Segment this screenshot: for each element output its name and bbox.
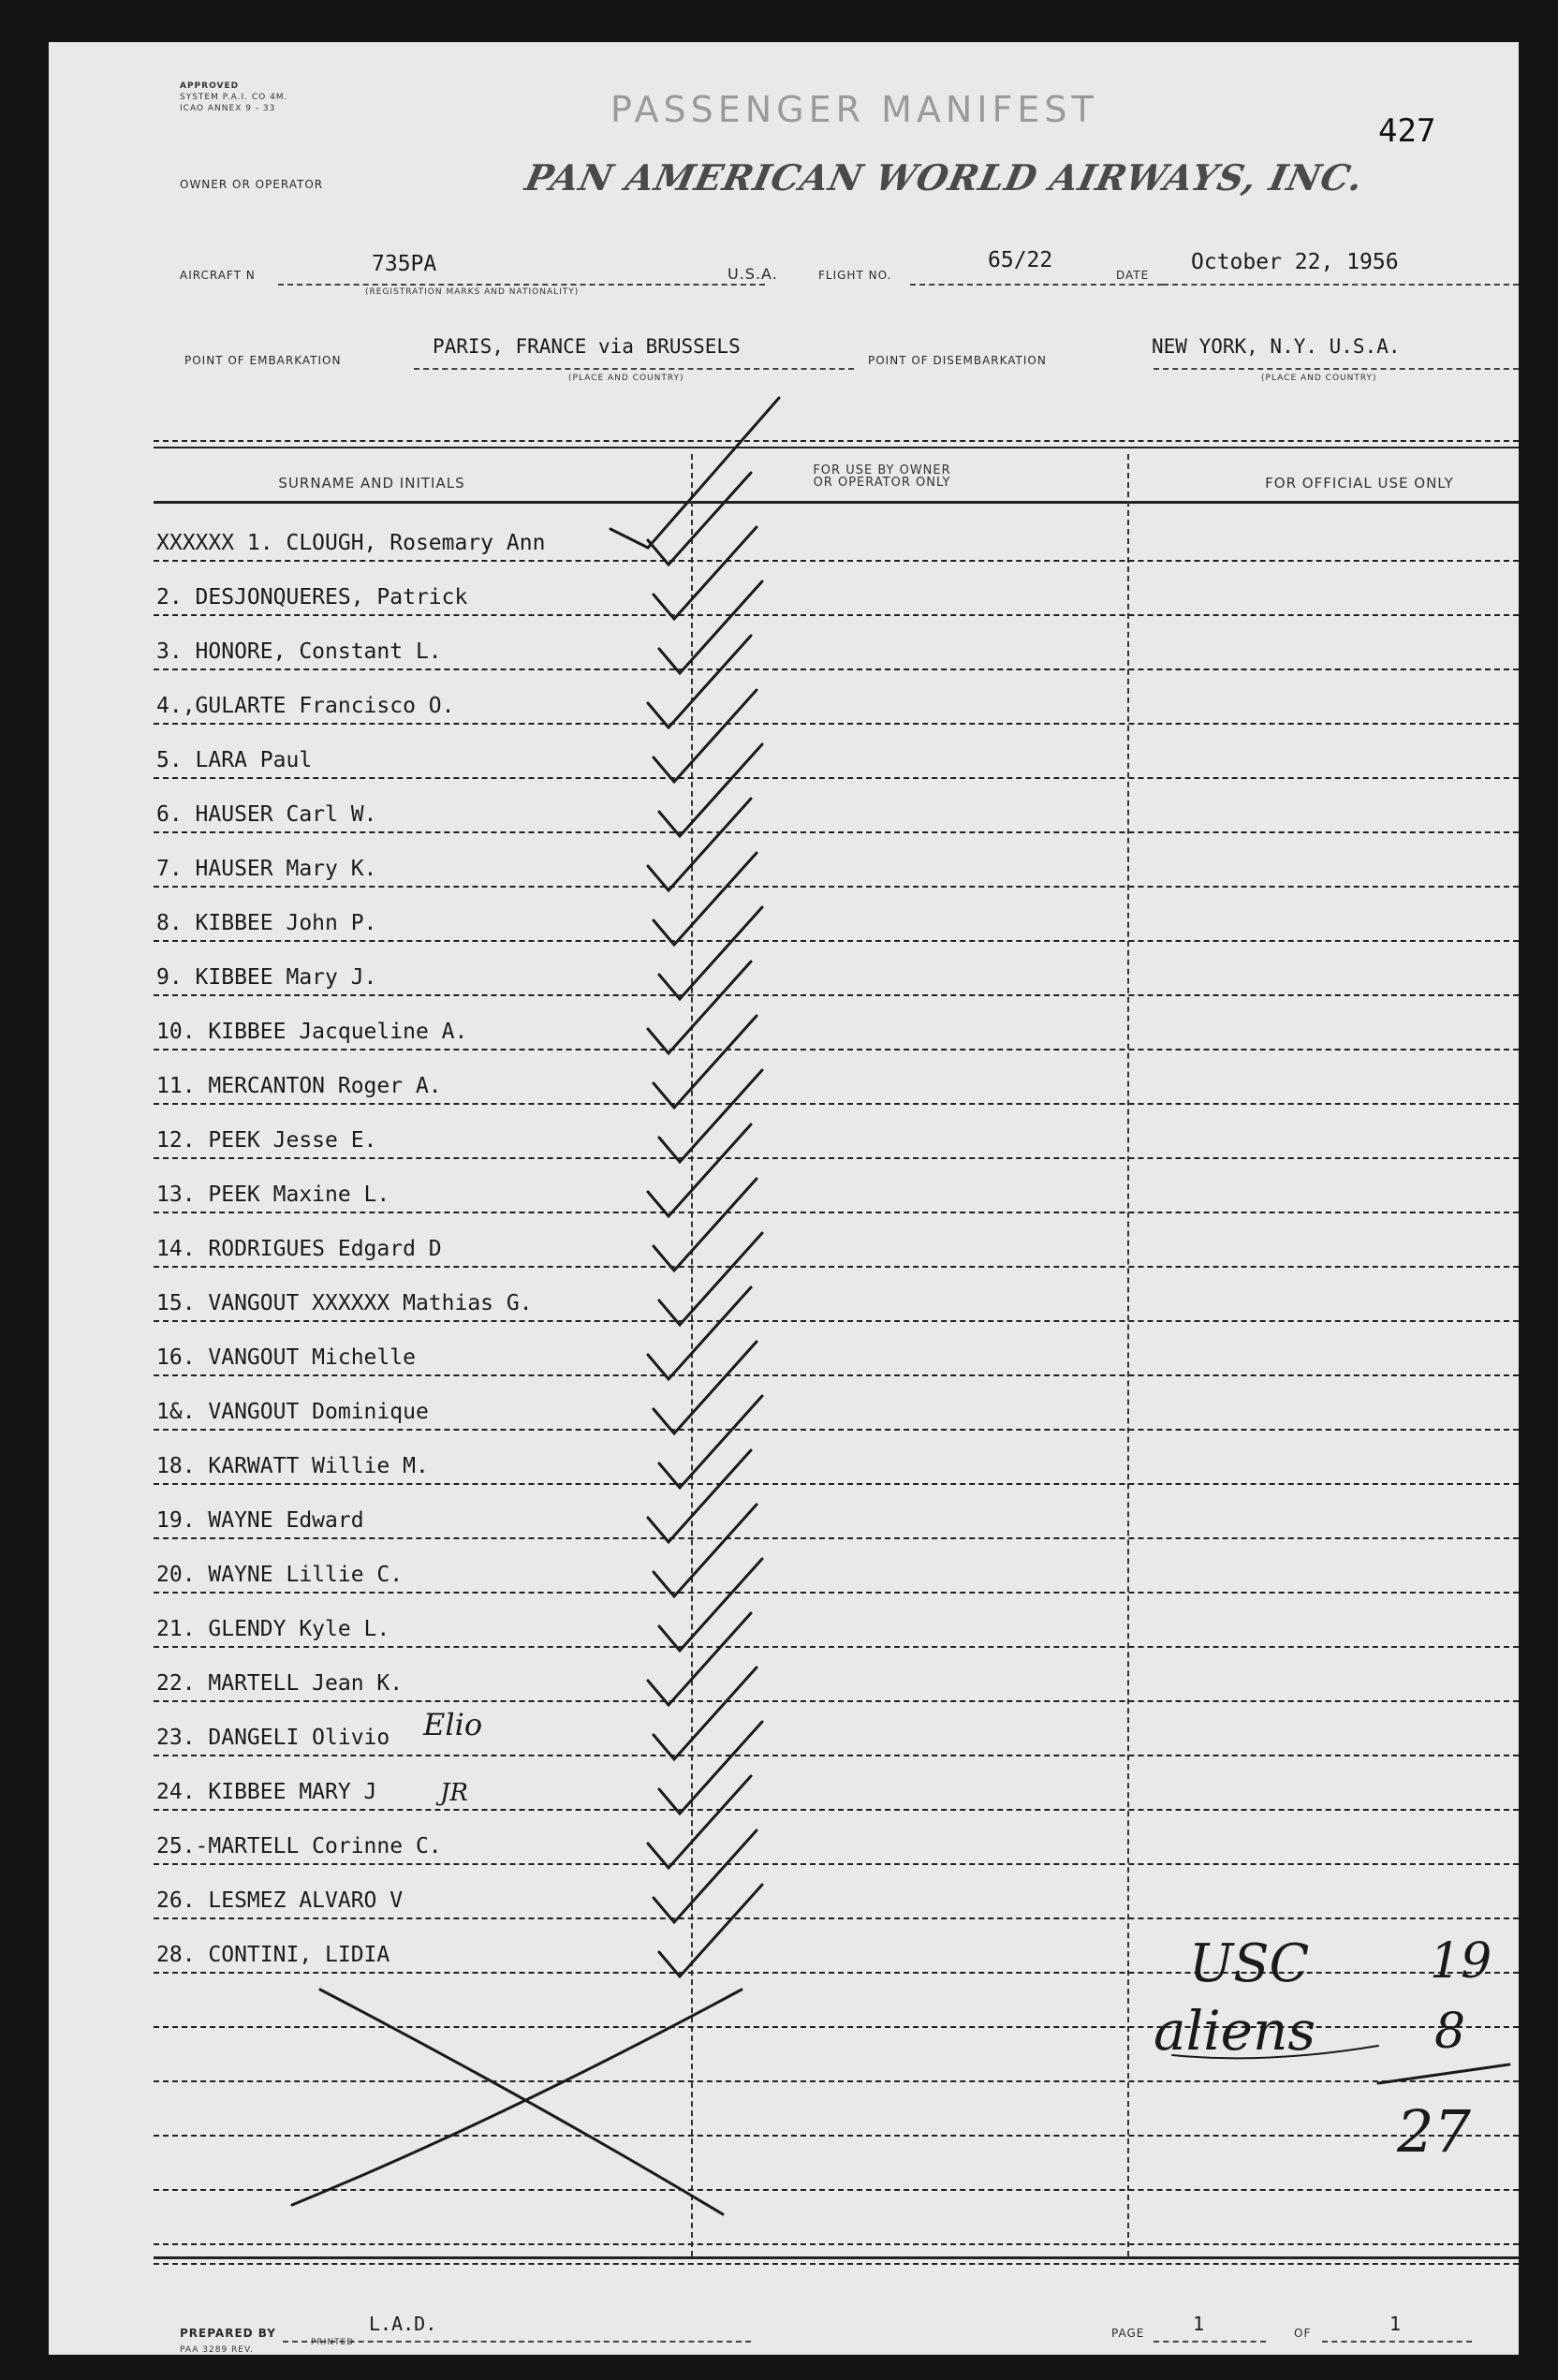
handwritten-usc-label: USC — [1189, 1933, 1310, 1994]
registration-caption: (REGISTRATION MARKS AND NATIONALITY) — [365, 287, 580, 297]
passenger-row: 21. GLENDY Kyle L. — [156, 1617, 390, 1641]
handwritten-aliens-label: aliens — [1154, 1999, 1316, 2063]
passenger-row: 15. VANGOUT XXXXXX Mathias G. — [156, 1291, 533, 1315]
passenger-row: XXXXXX 1. CLOUGH, Rosemary Ann — [156, 531, 546, 555]
passenger-row: 28. CONTINI, LIDIA — [156, 1943, 390, 1967]
check-mark — [659, 744, 762, 836]
check-mark — [659, 1070, 762, 1162]
flight-date: October 22, 1956 — [1191, 250, 1399, 274]
check-mark — [659, 907, 762, 999]
handwritten-jr: JR — [440, 1779, 468, 1807]
nationality: U.S.A. — [728, 265, 778, 283]
passenger-row: 9. KIBBEE Mary J. — [156, 965, 377, 990]
approval-line-1: APPROVED — [180, 81, 240, 91]
handwritten-usc-count: 19 — [1430, 1933, 1492, 1990]
passenger-row: 25.-MARTELL Corinne C. — [156, 1834, 442, 1858]
passenger-row: 5. LARA Paul — [156, 748, 313, 772]
approval-line-2: SYSTEM P.A.I. CO 4M. — [180, 93, 288, 102]
passenger-row: 14. RODRIGUES Edgard D — [156, 1237, 442, 1261]
form-number: PAA 3289 REV. — [180, 2345, 254, 2355]
aircraft-label: AIRCRAFT N — [180, 269, 256, 282]
page-stamp: 427 — [1378, 112, 1436, 150]
printed-label: PRINTED — [311, 2338, 355, 2347]
disembark-place: NEW YORK, N.Y. U.S.A. — [1152, 335, 1401, 358]
column-header-official: FOR OFFICIAL USE ONLY — [1265, 475, 1454, 492]
prepared-by: L.A.D. — [369, 2313, 437, 2335]
check-mark — [659, 1722, 762, 1814]
column-header-owner-1: FOR USE BY OWNER — [813, 463, 951, 477]
prepared-label: PREPARED BY — [180, 2327, 276, 2340]
passenger-row: 12. PEEK Jesse E. — [156, 1128, 377, 1153]
page-label: PAGE — [1111, 2327, 1145, 2340]
passenger-row: 18. KARWATT Willie M. — [156, 1454, 429, 1478]
passenger-row: 7. HAUSER Mary K. — [156, 857, 377, 881]
disembark-label: POINT OF DISEMBARKATION — [868, 354, 1047, 367]
passenger-row: 6. HAUSER Carl W. — [156, 802, 377, 827]
flight-label: FLIGHT NO. — [818, 269, 892, 282]
handwritten-aliens-count: 8 — [1434, 2004, 1466, 2060]
passenger-row: 23. DANGELI Olivio — [156, 1726, 390, 1750]
manifest-sheet — [49, 42, 1519, 2355]
passenger-row: 8. KIBBEE John P. — [156, 911, 377, 935]
passenger-row: 13. PEEK Maxine L. — [156, 1183, 390, 1207]
passenger-row: 11. MERCANTON Roger A. — [156, 1074, 442, 1098]
cross-out-stroke — [292, 1990, 742, 2205]
page-value: 1 — [1193, 2313, 1205, 2335]
passenger-row: 20. WAYNE Lillie C. — [156, 1563, 404, 1587]
owner-label: OWNER OR OPERATOR — [180, 178, 324, 191]
passenger-row: 3. HONORE, Constant L. — [156, 639, 442, 664]
manifest-title: PASSENGER MANIFEST — [610, 89, 1098, 130]
of-label: OF — [1294, 2327, 1312, 2340]
check-mark — [659, 1396, 762, 1488]
aircraft-registration: 735PA — [372, 252, 437, 276]
handwritten-correction: Elio — [423, 1707, 483, 1742]
check-mark — [659, 1885, 762, 1976]
check-mark — [659, 1233, 762, 1325]
passenger-row: 10. KIBBEE Jacqueline A. — [156, 1020, 468, 1044]
passenger-row: 19. WAYNE Edward — [156, 1508, 364, 1533]
passenger-row: 26. LESMEZ ALVARO V — [156, 1888, 404, 1913]
embark-place: PARIS, FRANCE via BRUSSELS — [433, 335, 741, 358]
check-mark — [659, 581, 762, 673]
column-header-surname: SURNAME AND INITIALS — [278, 475, 465, 492]
handwritten-marks — [49, 42, 1519, 2355]
handwritten-total: 27 — [1397, 2097, 1471, 2166]
passenger-row: 4.,GULARTE Francisco O. — [156, 694, 455, 718]
approval-line-3: ICAO ANNEX 9 - 33 — [180, 104, 276, 113]
embark-label: POINT OF EMBARKATION — [184, 354, 342, 367]
check-mark — [659, 1559, 762, 1651]
embark-caption: (PLACE AND COUNTRY) — [568, 374, 684, 383]
disembark-caption: (PLACE AND COUNTRY) — [1261, 374, 1377, 383]
passenger-row: 22. MARTELL Jean K. — [156, 1671, 404, 1696]
check-mark — [610, 398, 779, 548]
passenger-row: 16. VANGOUT Michelle — [156, 1345, 416, 1370]
of-value: 1 — [1389, 2313, 1402, 2335]
passenger-row: 1&. VANGOUT Dominique — [156, 1400, 429, 1424]
airline-name: PAN AMERICAN WORLD AIRWAYS, INC. — [522, 156, 1368, 198]
column-header-owner-2: OR OPERATOR ONLY — [813, 476, 951, 490]
passenger-row: 24. KIBBEE MARY J — [156, 1780, 377, 1804]
passenger-row: 2. DESJONQUERES, Patrick — [156, 585, 468, 610]
aliens-underline — [1172, 2046, 1378, 2058]
flight-number: 65/22 — [988, 248, 1053, 272]
total-underline — [1378, 2064, 1509, 2083]
date-label: DATE — [1116, 269, 1150, 282]
